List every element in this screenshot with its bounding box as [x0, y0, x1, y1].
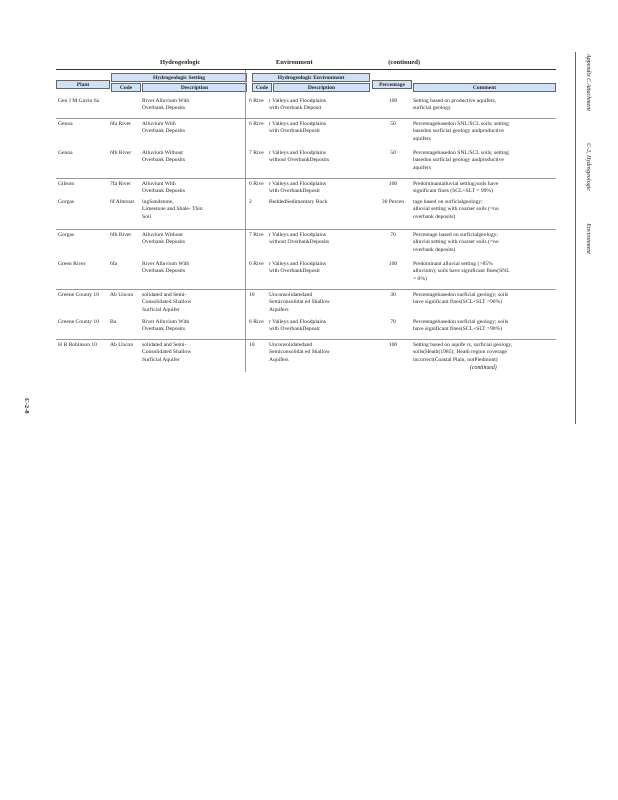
- cell-percentage: 100: [388, 181, 398, 187]
- cell-environment-code: 7 Rive: [249, 232, 264, 238]
- cell-environment-description: r Valleys and Floodplains without OverbankDeposits: [269, 232, 330, 246]
- table-row: [56, 229, 556, 259]
- cell-comment: Percentagebasedon surficial geology; soils have significant fines(SCL+SLT >90%): [413, 319, 509, 333]
- cell-environment-code: 6 Rive: [249, 98, 264, 104]
- cell-setting-code: 6fa: [110, 261, 118, 267]
- cell-comment: Percentagebasedon surficial geology; soils have significant fines(SCL+SLT >90%): [413, 292, 509, 306]
- header-percentage: Percentage: [372, 80, 412, 89]
- continued-note: (continued): [470, 365, 497, 371]
- cell-setting-code: 7fa River: [110, 181, 131, 187]
- table-row: [56, 197, 556, 229]
- cell-setting-code: 6fb River: [110, 150, 132, 156]
- header-comment: Comment: [413, 83, 556, 92]
- cell-comment: Predominant alluvial setting (>85% alluvium); soils have significant fines(SNL = 0%): [413, 261, 510, 282]
- cell-percentage: 70: [390, 232, 396, 238]
- table-body: [56, 96, 556, 369]
- table-title: [160, 59, 420, 66]
- cell-comment: Predominantalluvial setting;soils have significant fines (SCL+SLT = 99%): [413, 181, 499, 195]
- cell-environment-description: Unconsolidatedand Semiconsolidat ed Shallow Aquifers: [269, 342, 330, 363]
- cell-environment-code: 7 Rive: [249, 150, 264, 156]
- cell-comment: Setting based on aquife rs, surficial geology, soils(Heath(1985); Heath region coverage incorrect(Coastal Plain, notPiedmont): [413, 342, 513, 363]
- cell-percentage: 30 Percen: [381, 199, 405, 205]
- cell-setting-code: Ba: [110, 319, 117, 325]
- table-title-part2: Environment: [275, 59, 313, 66]
- top-rule: [56, 69, 556, 70]
- cell-environment-description: Unconsolidatedand Semiconsolidat ed Shallow Aquifers: [269, 292, 330, 313]
- side-header-part2: C-2, Hydrogeologic: [585, 143, 591, 191]
- cell-percentage: 50: [390, 121, 396, 127]
- cell-plant: H B Robinson 10: [58, 342, 98, 348]
- table-row: [56, 96, 556, 118]
- cell-setting-description: River Alluvium With Overbank Deposits: [142, 261, 190, 275]
- table-row: [56, 118, 556, 148]
- cell-plant: Gibson: [58, 181, 75, 187]
- table-header: [56, 72, 556, 94]
- cell-percentage: 100: [388, 98, 398, 104]
- cell-environment-code: 2: [249, 199, 252, 205]
- cell-setting-description: River Alluvium With Overbank Deposits: [142, 319, 190, 333]
- header-environment-description: Description: [273, 83, 370, 92]
- cell-setting-description: solidated and Semi- Consolidated Shallow Surficial Aquifer: [142, 342, 192, 363]
- cell-percentage: 100: [388, 342, 398, 348]
- cell-plant: Gorgas: [58, 199, 75, 205]
- cell-environment-code: 6 Rive: [249, 181, 264, 187]
- cell-environment-code: 6 Rive: [249, 261, 264, 267]
- header-setting-description: Description: [142, 83, 247, 92]
- page-number: C-2-8: [23, 398, 30, 414]
- cell-percentage: 30: [390, 292, 396, 298]
- header-setting-group: Hydrogeologic Setting: [111, 73, 247, 82]
- table-title-part1: Hydrogeologic: [160, 59, 201, 66]
- table-row: [56, 259, 556, 289]
- cell-comment: Percentagebasedon SNL/SCL soils; setting basedon surficial geology andproductive aquifers: [413, 121, 509, 142]
- header-plant: Plant: [56, 80, 110, 89]
- cell-environment-description: r Valleys and Floodplains with Overbank Deposit: [269, 98, 326, 112]
- table-row: [56, 317, 556, 339]
- cell-environment-description: r Valleys and Floodplains without OverbankDeposits: [269, 150, 330, 164]
- cell-percentage: 50: [390, 150, 396, 156]
- cell-environment-code: 10: [249, 292, 255, 298]
- side-header-part1: Appendix C Attachment: [585, 54, 591, 111]
- cell-setting-code: Ab Uncon: [110, 292, 134, 298]
- cell-comment: Percentage based on surficialgeology; alluvial setting with coarser soils (=no overbank deposits): [413, 232, 499, 253]
- cell-setting-code: Ab Uncon: [110, 342, 134, 348]
- cell-setting-description: Alluvium With Overbank Deposits: [142, 121, 186, 135]
- cell-setting-description: River Alluvium With Overbank Deposits: [142, 98, 190, 112]
- cell-comment: Setting based on productive aquifers, surficial geology: [413, 98, 497, 112]
- header-environment-group: Hydrogeologic Environment: [252, 73, 370, 82]
- cell-environment-description: r Valleys and Floodplains with OverbankDeposit: [269, 181, 326, 195]
- side-rule: [575, 52, 581, 424]
- table-title-part3: (continued): [388, 59, 420, 66]
- cell-environment-code: 10: [249, 342, 255, 348]
- table-row: [56, 178, 556, 197]
- cell-plant: Genoa: [58, 150, 73, 156]
- cell-setting-description: Alluvium Without Overbank Deposits: [142, 232, 186, 246]
- cell-plant: Gen J M Gavin 6a: [58, 98, 100, 104]
- cell-environment-description: r Valleys and Floodplains with OverbankDeposit: [269, 261, 326, 275]
- cell-environment-description: BeddedSedimentary Rock: [269, 199, 328, 205]
- cell-setting-description: solidated and Semi- Consolidated Shallow Surficial Aquifer: [142, 292, 192, 313]
- side-header: [585, 54, 591, 254]
- cell-environment-code: 6 Rive: [249, 121, 264, 127]
- cell-plant: Green River: [58, 261, 86, 267]
- cell-environment-description: r Valleys and Floodplains with OverbankDeposit: [269, 121, 326, 135]
- cell-percentage: 70: [390, 319, 396, 325]
- cell-setting-description: Alluvium With Overbank Deposits: [142, 181, 186, 195]
- cell-setting-description: Alluvium Without Overbank Deposits: [142, 150, 186, 164]
- header-environment-code: Code: [252, 83, 272, 92]
- cell-plant: Greene County 10: [58, 319, 100, 325]
- cell-environment-code: 6 Rive: [249, 319, 264, 325]
- cell-setting-code: 6fa River: [110, 121, 131, 127]
- cell-plant: Gorgas: [58, 232, 75, 238]
- cell-setting-description: ingSandstone, Limestone and Shale- Thin Soil: [142, 199, 203, 220]
- cell-percentage: 100: [388, 261, 398, 267]
- cell-setting-code: 6fb River: [110, 232, 132, 238]
- cell-comment: Percentagebasedon SNL/SCL soils; setting basedon surficial geology andproductive aquifers: [413, 150, 509, 171]
- header-setting-code: Code: [111, 83, 141, 92]
- cell-comment: tage based on surficialgeology; alluvial setting with coarser soils (=no overbank deposits): [413, 199, 499, 220]
- cell-setting-code: 6f Alternat: [110, 199, 135, 205]
- cell-environment-description: r Valleys and Floodplains with OverbankDeposit: [269, 319, 326, 333]
- table-row: [56, 148, 556, 178]
- cell-plant: Genoa: [58, 121, 73, 127]
- table-row: [56, 289, 556, 317]
- cell-plant: Greene County 10: [58, 292, 100, 298]
- side-header-part3: Environment: [585, 223, 591, 254]
